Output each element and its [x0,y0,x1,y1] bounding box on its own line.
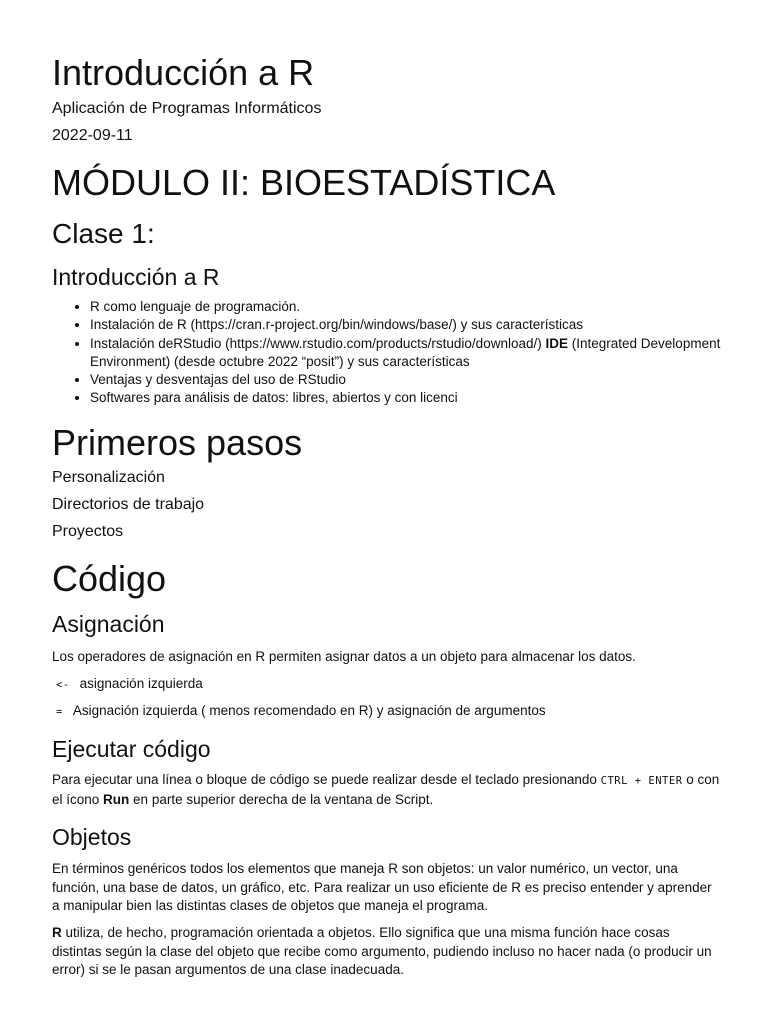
list-item-text: Instalación deRStudio (https://www.rstudio.com/products/rstudio/download/) [90,335,546,351]
section-title-codigo: Código [52,558,167,599]
list-item-text: (Integrated Development Environment) (desde octubre 2022 “posit”) y sus características [90,335,721,369]
clase-subtitle: Introducción a R [52,264,220,290]
run-bold: Run [103,791,130,807]
item-personalizacion: Personalización [52,469,165,486]
ide-bold: IDE [545,335,568,351]
operator-row [56,677,203,691]
list-item: • Softwares para análisis de datos: libres, abiertos y con licenci [90,389,722,407]
operator-code: <- [56,679,70,691]
page-title: Introducción a R [52,52,315,93]
objetos-paragraph-2 [52,924,722,980]
operator-text: asignación izquierda [79,676,203,691]
operator-row [56,704,546,718]
section-title-objetos: Objetos [52,824,132,850]
section-title-primeros-pasos: Primeros pasos [52,422,303,463]
objetos-paragraph-1: En términos genéricos todos los elementos que maneja R son objetos: un valor numérico, un vector, una función, una base de datos, un gráfico, etc. Para realizar un uso eficiente de R es preciso entender y aprender a manipular bien las distintas clases de objetos que maneja el programa. [52,861,712,913]
item-directorios: Directorios de trabajo [52,496,205,513]
section-title-ejecutar: Ejecutar código [52,736,211,762]
item-proyectos: Proyectos [52,523,124,540]
list-item: • Ventajas y desventajas del uso de RStudio [90,371,722,389]
ejecutar-text-a: Para ejecutar una línea o bloque de código se puede realizar desde el teclado presionando [52,772,601,787]
keyboard-shortcut: CTRL + ENTER [600,775,683,787]
list-item: • R como lenguaje de programación. [90,298,722,316]
ejecutar-text-b: o con el ícono [52,772,720,807]
subtitle: Aplicación de Programas Informáticos [52,100,322,117]
list-item [90,335,722,372]
module-title: MÓDULO II: BIOESTADÍSTICA [52,162,556,203]
operator-text: Asignación izquierda ( menos recomendado en R) y asignación de argumentos [72,703,546,718]
objetos-paragraph-2-text: utiliza, de hecho, programación orientada a objetos. Ello significa que una misma función hace cosas distintas según la clase del objeto que recibe como argumento, pudiendo incluso no hacer nada (o producir un error) si se le pasan argumentos de una clase inadecuada. [52,925,712,977]
ejecutar-text [52,771,722,809]
ejecutar-text-c: en parte superior derecha de la ventana de Script. [129,791,434,807]
section-title-asignacion: Asignación [52,611,165,637]
clase-title: Clase 1: [52,218,155,249]
operator-code: = [56,706,63,718]
list-item: • Instalación de R (https://cran.r-project.org/bin/windows/base/) y sus características [90,316,722,334]
date: 2022-09-11 [52,127,133,144]
r-bold: R [52,925,62,940]
asignacion-intro: Los operadores de asignación en R permiten asignar datos a un objeto para almacenar los datos. [52,649,636,664]
topic-list [52,298,722,408]
